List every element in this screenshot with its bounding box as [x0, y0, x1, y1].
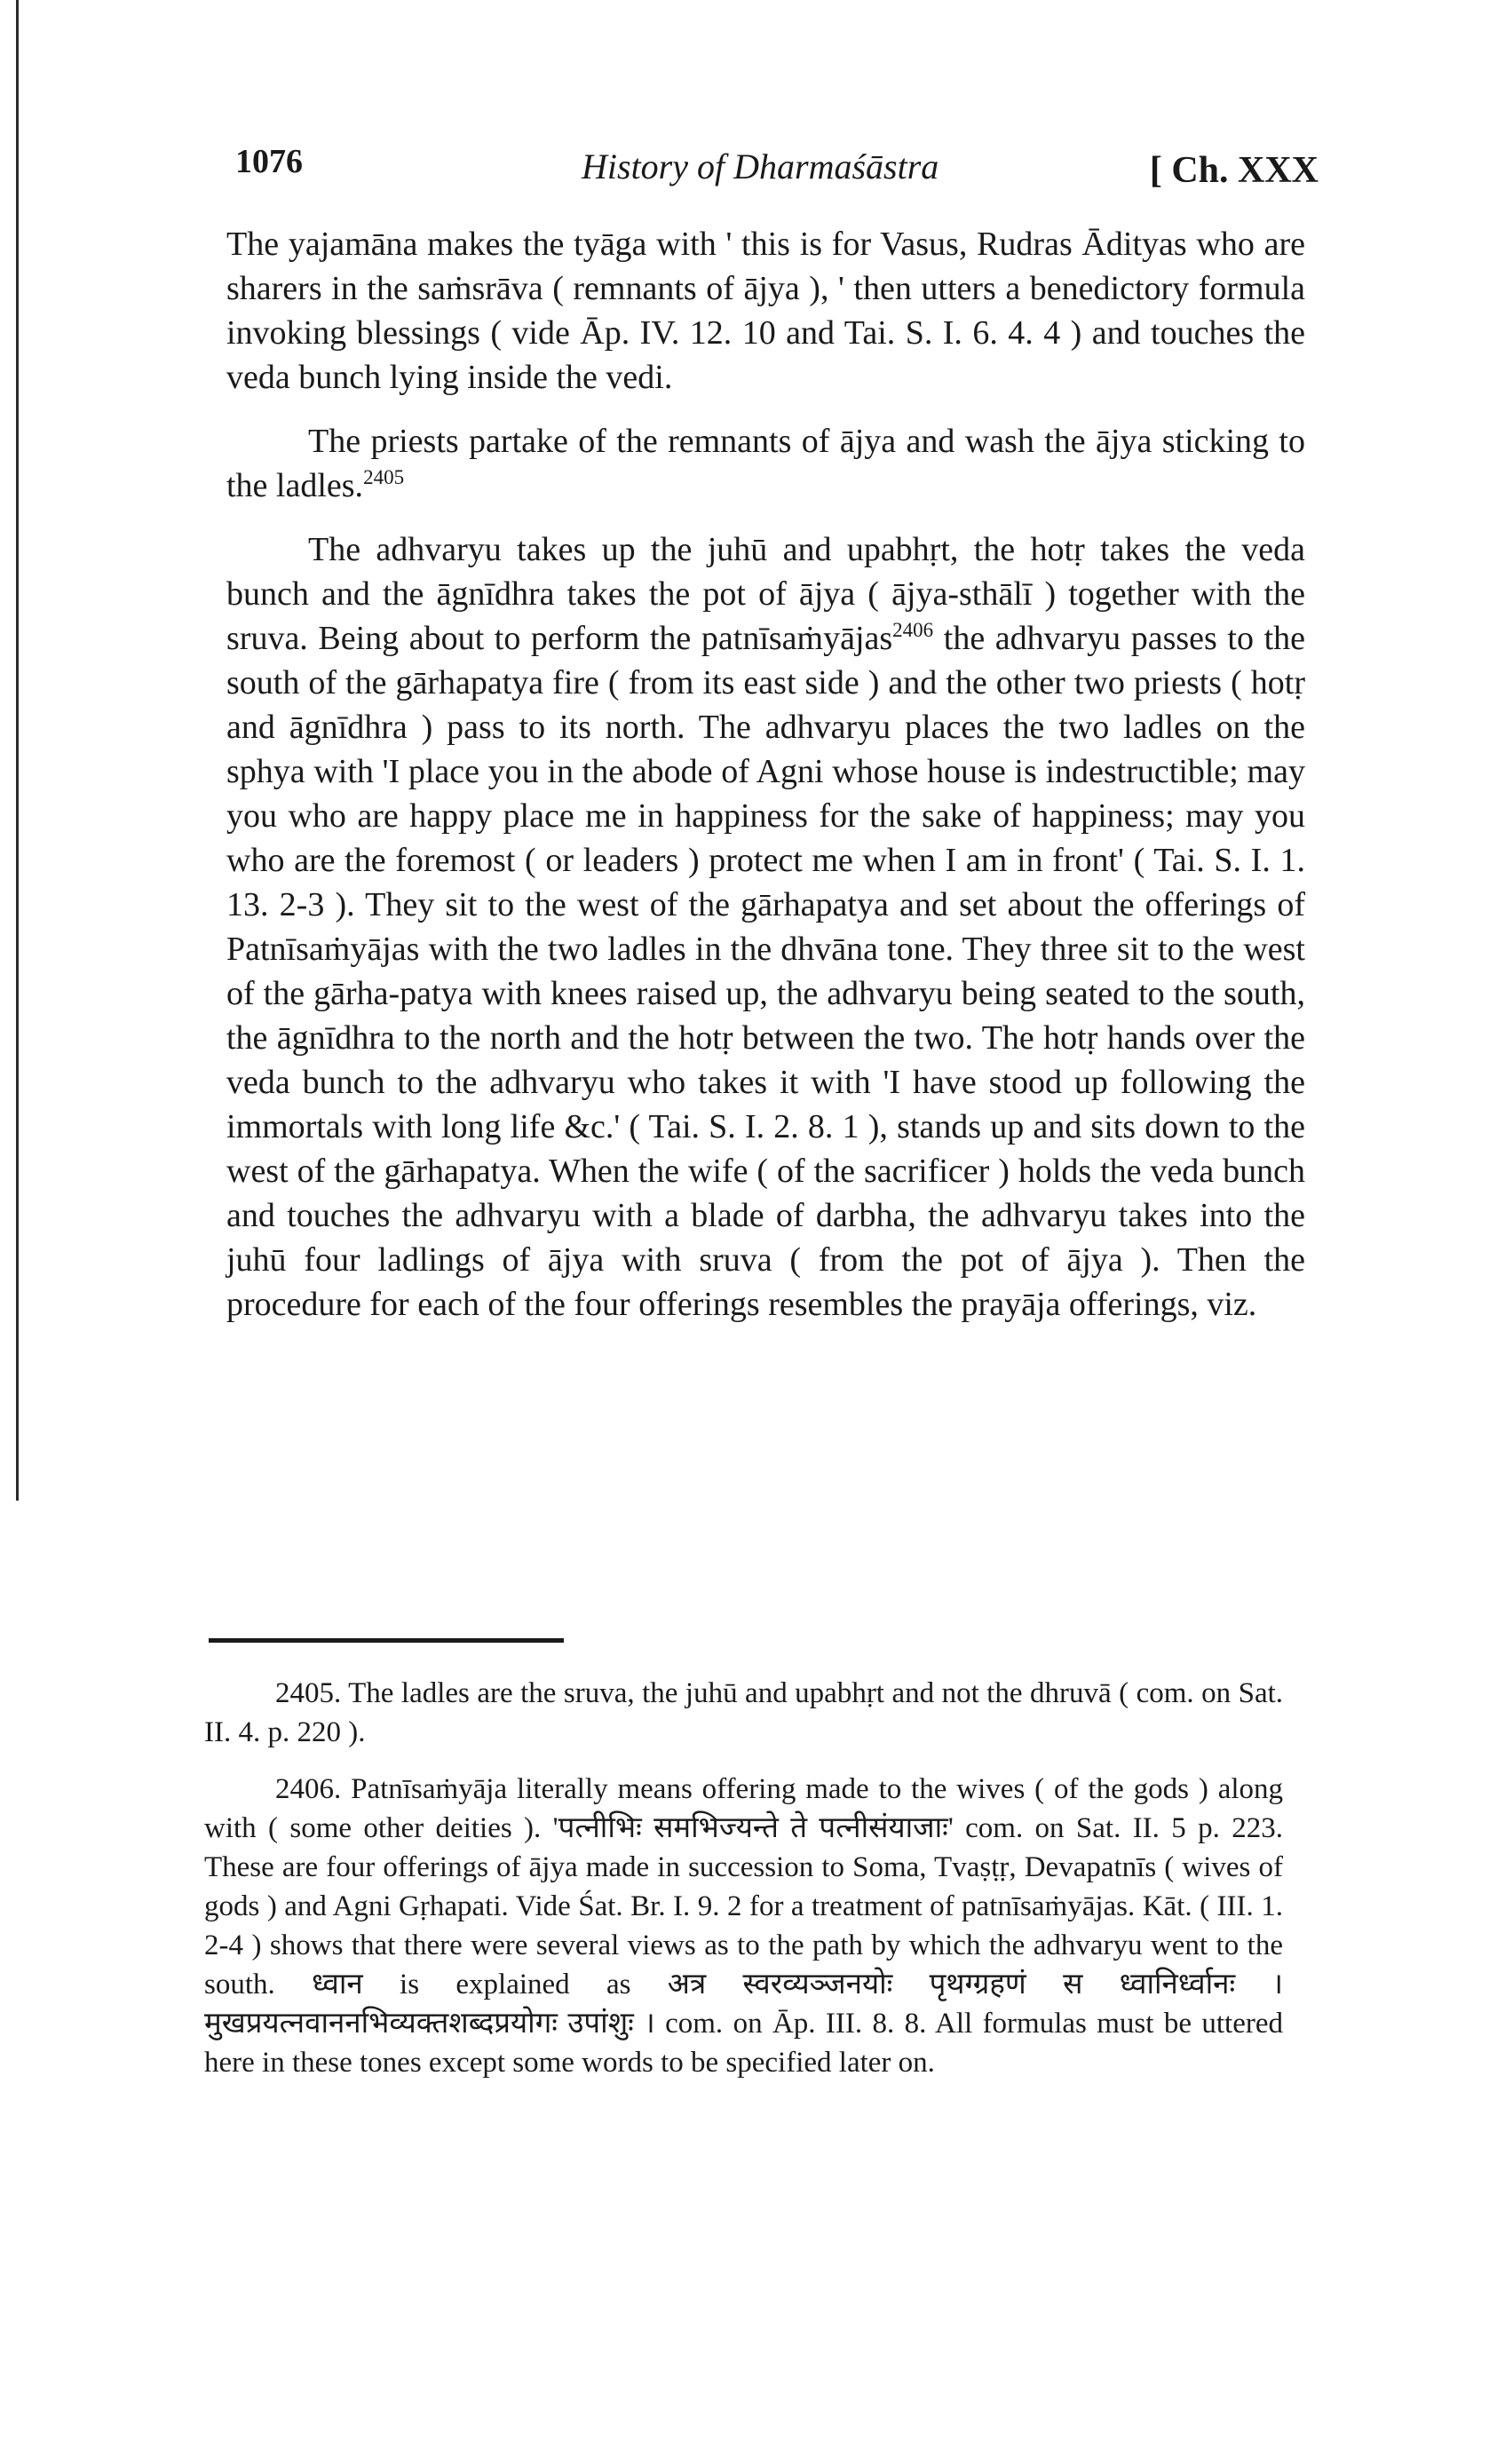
page-header [235, 142, 1319, 204]
page-number: 1076 [235, 143, 303, 180]
paragraph-2-text: The priests partake of the remnants of ājya and wash the ājya sticking to the ladles. [226, 423, 1305, 504]
chapter-label: [ Ch. XXX [1149, 150, 1319, 191]
paragraph-2 [226, 419, 1305, 508]
footnote-number: 2405. [275, 1677, 342, 1709]
footnote-text: Patnīsaṁyāja literally means offering made to the wives ( of the gods ) along with ( some other deities ). 'पत्नीभिः समभिज्यन्ते ते पत्नीसंयाजाः' com. on Sat. II. 5 p. 223. These are four offerings of ājya made in succession to Soma, Tvaṣṭṛ, Devapatnīs ( wives of gods ) and Agni Gṛhapati. Vide Śat. Br. I. 9. 2 for a treatment of patnīsaṁyājas. Kāt. ( III. 1. 2-4 ) shows that there were several views as to the path by which the adhvaryu went to the south. ध्वान is explained as अत्र स्वरव्यञ्जनयोः पृथग्ग्रहणं स ध्वानिर्ध्वानः । मुखप्रयत्नवाननभिव्यक्तशब्दप्रयोगः उपांशुः । com. on Āp. III. 8. 8. All formulas must be uttered here in these tones except some words to be specified later on. [204, 1773, 1284, 2079]
main-text [226, 222, 1305, 1346]
footnote-text: The ladles are the sruva, the juhū and upabhṛt and not the dhruvā ( com. on Sat. II. 4. p. 220 ). [204, 1677, 1284, 1748]
footnote-number: 2406. [275, 1773, 342, 1805]
running-title: History of Dharmaśāstra [582, 147, 939, 186]
footnote-ref-2406: 2406 [892, 619, 934, 641]
paragraph-1: The yajamāna makes the tyāga with ' this is for Vasus, Rudras Ādityas who are sharers in the saṁsrāva ( remnants of ājya ), ' then utters a benedictory formula invoking blessings ( vide Āp. IV. 12. 10 and Tai. S. I. 6. 4. 4 ) and touches the veda bunch lying inside the vedi. [226, 226, 1305, 396]
footnote-2405 [204, 1674, 1283, 1752]
paragraph-3-text-a: The adhvaryu takes up the juhū and upabhṛt, the hotṛ takes the veda bunch and the āgnīdhra takes the pot of ājya ( ājya-sthālī ) together with the sruva. Being about to perform the patnīsaṁyājas [226, 531, 1305, 657]
footnote-separator [209, 1638, 564, 1643]
footnotes [204, 1674, 1283, 2100]
paragraph-3-text-b: the adhvaryu passes to the south of the gārhapatya fire ( from its east side ) and the other two priests ( hotṛ and āgnīdhra ) pass to its north. The adhvaryu places the two ladles on the sphya with 'I place you in the abode of Agni whose house is indestructible; may you who are happy place me in happiness for the sake of happiness; may you who are the foremost ( or leaders ) protect me when I am in front' ( Tai. S. I. 1. 13. 2-3 ). They sit to the west of the gārhapatya and set about the offerings of Patnīsaṁyājas with the two ladles in the dhvāna tone. They three sit to the west of the gārha-patya with knees raised up, the adhvaryu being seated to the south, the āgnīdhra to the north and the hotṛ between the two. The hotṛ hands over the veda bunch to the adhvaryu who takes it with 'I have stood up following the immortals with long life &c.' ( Tai. S. I. 2. 8. 1 ), stands up and sits down to the west of the gārhapatya. When the wife ( of the sacrificer ) holds the veda bunch and touches the adhvaryu with a blade of darbha, the adhvaryu takes into the juhū four ladlings of ājya with sruva ( from the pot of ājya ). Then the procedure for each of the four offerings resembles the prayāja offerings, viz. [226, 620, 1305, 1323]
paragraph-3 [226, 527, 1305, 1327]
footnote-ref-2405: 2405 [363, 466, 405, 488]
page-edge-rule [16, 0, 19, 1501]
footnote-2406 [204, 1770, 1283, 2082]
